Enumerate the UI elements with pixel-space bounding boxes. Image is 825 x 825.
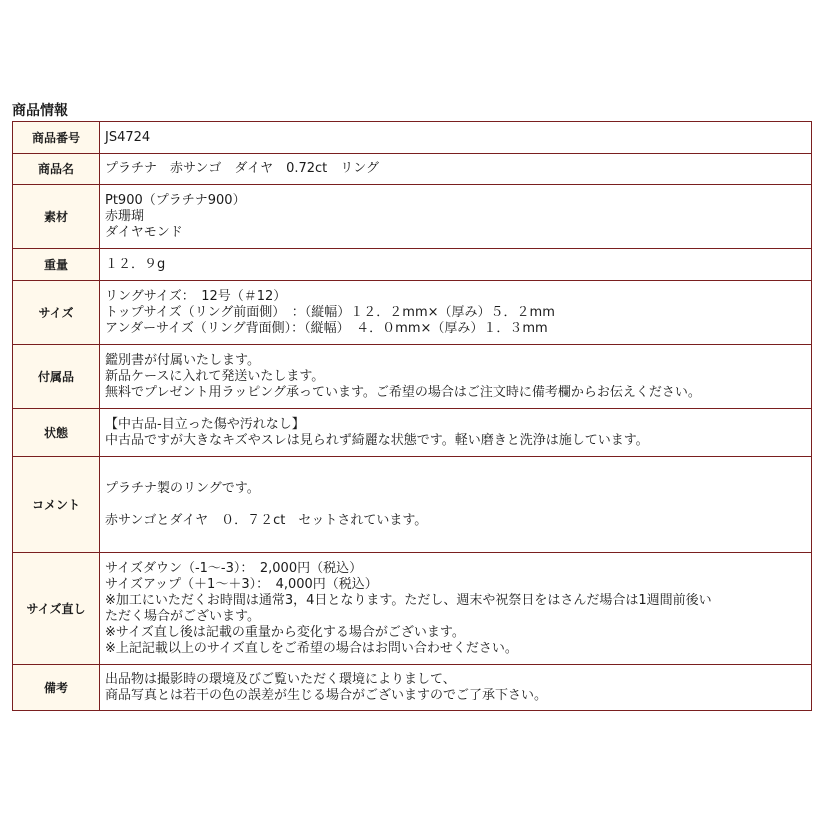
row-label: サイズ [13,281,100,345]
row-label: 備考 [13,665,100,711]
value-line: JS4724 [105,129,151,145]
row-label: 商品番号 [13,122,100,154]
row-value [100,409,812,457]
row-label: サイズ直し [13,553,100,665]
info-row [13,665,812,711]
value-line: サイズダウン（-1～-3）： 2,000円（税込） [105,560,363,576]
row-value [100,457,812,553]
info-row [13,154,812,185]
row-label: 重量 [13,249,100,281]
info-row [13,345,812,409]
value-line: ダイヤモンド [105,224,183,240]
info-row [13,185,812,249]
value-line: 赤サンゴとダイヤ ０．７２ct セットされています。 [105,512,428,528]
row-label: コメント [13,457,100,553]
row-label: 状態 [13,409,100,457]
section-title: 商品情報 [12,103,68,119]
value-line: 新品ケースに入れて発送いたします。 [105,368,325,384]
info-row [13,281,812,345]
row-label: 付属品 [13,345,100,409]
value-line: 無料でプレゼント用ラッピング承っています。ご希望の場合はご注文時に備考欄からお伝えください。 [105,384,701,400]
info-row [13,249,812,281]
value-line: 商品写真とは若干の色の誤差が生じる場合がございますのでご了承下さい。 [105,687,548,703]
value-line: プラチナ 赤サンゴ ダイヤ 0.72ct リング [105,161,380,176]
value-line: プラチナ製のリングです。 [105,480,260,496]
info-row [13,122,812,154]
row-value [100,345,812,409]
value-line [105,497,811,513]
value-line: ただく場合がございます。 [105,608,260,624]
value-line: 【中古品-目立った傷や汚れなし】 [105,416,305,432]
product-info-table [12,121,812,711]
value-line: 鑑別書が付属いたします。 [105,352,260,368]
row-value [100,122,812,154]
value-line: サイズアップ（＋1～＋3）： 4,000円（税込） [105,576,378,592]
value-line: Pt900（プラチナ900） [105,192,246,208]
value-line: アンダーサイズ（リング背面側）：（縦幅） ４．０mm×（厚み）１．３mm [105,320,548,336]
value-line: ※上記記載以上のサイズ直しをご希望の場合はお問い合わせください。 [105,640,518,656]
value-line: ※加工にいただくお時間は通常3，4日となります。ただし、週末や祝祭日をはさんだ場合は1週間前後い [105,592,712,608]
value-line: ※サイズ直し後は記載の重量から変化する場合がございます。 [105,624,465,640]
row-value [100,249,812,281]
info-row [13,457,812,553]
row-value [100,281,812,345]
info-row [13,409,812,457]
value-line: 赤珊瑚 [105,208,145,224]
value-line: 出品物は撮影時の環境及びご覧いただく環境によりまして、 [105,671,456,687]
value-line: トップサイズ（リング前面側） ：（縦幅）１２．２mm×（厚み）５．２mm [105,304,555,320]
row-label: 素材 [13,185,100,249]
value-line: 中古品ですが大きなキズやスレは見られず綺麗な状態です。軽い磨きと洗浄は施しています。 [105,432,649,448]
value-line: １２．９g [105,256,166,272]
row-value [100,665,812,711]
row-value [100,553,812,665]
row-label: 商品名 [13,154,100,185]
value-line: リングサイズ： 12号（＃12） [105,288,287,304]
row-value [100,154,812,185]
info-row [13,553,812,665]
row-value [100,185,812,249]
